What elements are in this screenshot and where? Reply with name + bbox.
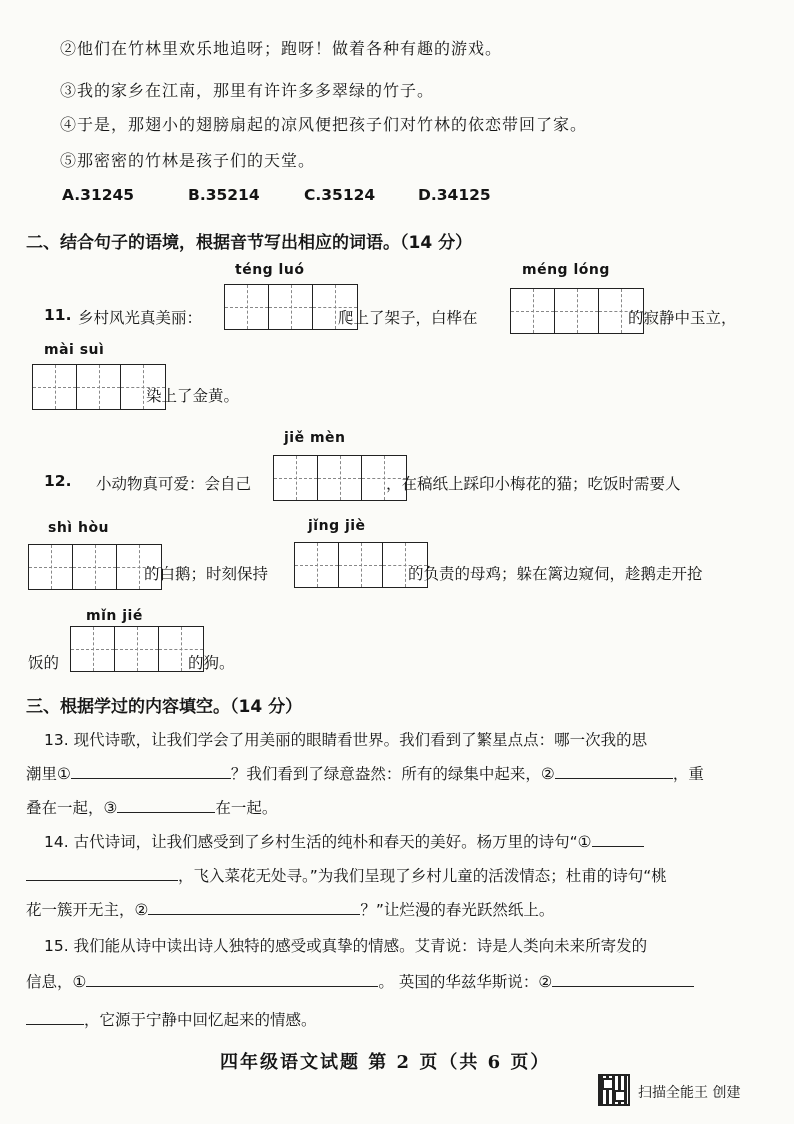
grid-cell[interactable] [555,289,599,333]
q13-line-2 [26,762,704,784]
q12-mid-text: ，在稿纸上踩印小梅花的猫；吃饭时需要人 [386,475,681,493]
grid-cell[interactable] [295,543,339,587]
q14-line-1-lead: 14. 古代诗词，让我们感受到了乡村生活的纯朴和春天的美好。杨万里的诗句“① [44,833,592,851]
q15-line-3 [26,1008,317,1030]
fill-blank-15-2a[interactable] [552,972,694,987]
q11-end-text: 的寂静中玉立， [628,309,737,327]
grid-cell[interactable] [115,627,159,671]
q13-line-3-lead: 叠在一起，③ [26,799,118,817]
fill-blank-13-3[interactable] [117,798,215,813]
answer-grid-shi-hou[interactable] [28,544,162,590]
grid-cell[interactable] [33,365,77,409]
grid-cell[interactable] [77,365,121,409]
pinyin-teng-luo: téng luó [235,262,305,278]
q12-lead-text: 小动物真可爱：会自己 [96,475,252,493]
q13-line-2-mid: ？我们看到了绿意盎然：所有的绿集中起来，② [230,765,555,783]
pinyin-min-jie: mǐn jié [86,608,143,624]
pinyin-jing-jie: jǐng jiè [308,518,366,534]
fill-blank-13-1[interactable] [71,764,231,779]
q10-item-4: ④于是，那翅小的翅膀扇起的凉风便把孩子们对竹林的依恋带回了家。 [60,115,588,134]
pinyin-meng-long: méng lóng [522,262,610,278]
grid-cell[interactable] [269,285,313,329]
fill-blank-13-2[interactable] [555,764,673,779]
grid-cell[interactable] [73,545,117,589]
q12-number: 12. [44,472,72,490]
q10-item-3: ③我的家乡在江南，那里有许许多多翠绿的竹子。 [60,81,435,100]
section-2-title: 二、结合句子的语境，根据音节写出相应的词语。（14 分） [26,233,473,253]
q14-line-2-text: ，飞入菜花无处寻。”为我们呈现了乡村儿童的活泼情态；杜甫的诗句“桃 [178,867,667,885]
grid-cell[interactable] [225,285,269,329]
q15-line-2-lead: 信息，① [26,973,87,991]
grid-cell[interactable] [274,456,318,500]
q13-line-2-end: ，重 [672,765,704,783]
q11-mid-text: 爬上了架子，白桦在 [338,309,478,327]
q11-lead-text: 乡村风光真美丽： [78,309,203,327]
fill-blank-15-2b[interactable] [26,1010,84,1025]
q12-lead-text-4: 饭的 [28,654,60,672]
q10-item-2: ②他们在竹林里欢乐地追呀；跑呀！做着各种有趣的游戏。 [60,39,503,58]
grid-cell[interactable] [318,456,362,500]
q13-line-1: 13. 现代诗歌，让我们学会了用美丽的眼睛看世界。我们看到了繁星点点：哪一次我的思 [44,731,648,749]
q12-mid-text-2: 的白鹅；时刻保持 [144,565,269,583]
q11-end-text-2: 染上了金黄。 [146,387,240,405]
q14-line-1 [44,830,644,852]
answer-grid-meng-long[interactable] [510,288,644,334]
q10-option-d: D.34125 [418,186,491,204]
q11-number: 11. [44,306,72,324]
q10-item-5: ⑤那密密的竹林是孩子们的天堂。 [60,151,316,170]
q10-option-b: B.35214 [188,186,260,204]
fill-blank-14-2[interactable] [148,900,360,915]
q12-end-text-4: 的狗。 [188,654,235,672]
q13-line-3-end: 在一起。 [215,799,278,817]
fill-blank-15-1[interactable] [86,972,378,987]
q15-line-2-mid: 。 英国的华兹华斯说：② [378,973,553,991]
pinyin-mai-sui: mài suì [44,342,105,358]
grid-cell[interactable] [511,289,555,333]
grid-cell[interactable] [339,543,383,587]
q14-line-3-lead: 花一簇开无主，② [26,901,149,919]
grid-cell[interactable] [29,545,73,589]
q15-line-3-text: ，它源于宁静中回忆起来的情感。 [84,1011,317,1029]
q14-line-3-end: ？”让烂漫的春光跃然纸上。 [360,901,555,919]
scanner-watermark: 扫描全能王 创建 [638,1085,741,1101]
q12-mid-text-3: 的负责的母鸡；躲在篱边窥伺，趁鹅走开抢 [408,565,703,583]
pinyin-jie-men: jiě mèn [284,430,346,446]
qr-code-icon [598,1074,630,1106]
q14-line-3 [26,898,554,920]
fill-blank-14-1b[interactable] [26,866,178,881]
page-footer: 四年级语文试题 第 2 页（共 6 页） [220,1052,551,1073]
q15-line-1: 15. 我们能从诗中读出诗人独特的感受或真挚的情感。艾青说：诗是人类向未来所寄发的 [44,937,648,955]
q13-line-2-lead: 潮里① [26,765,71,783]
q14-line-2 [26,864,667,886]
fill-blank-14-1a[interactable] [592,832,644,847]
q13-line-3 [26,796,277,818]
pinyin-shi-hou: shì hòu [48,520,110,536]
q10-option-c: C.35124 [304,186,376,204]
section-3-title: 三、根据学过的内容填空。（14 分） [26,697,303,717]
grid-cell[interactable] [71,627,115,671]
answer-grid-min-jie[interactable] [70,626,204,672]
q15-line-2 [26,970,694,992]
q10-option-a: A.31245 [62,186,135,204]
